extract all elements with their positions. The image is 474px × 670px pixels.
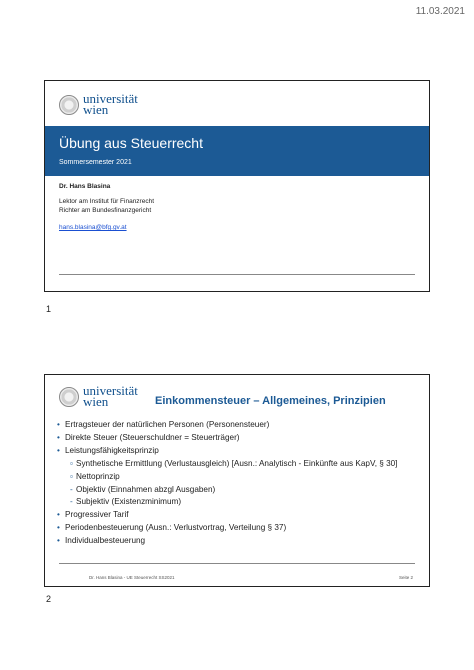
university-logo (59, 91, 138, 117)
logo-line-1: universität (83, 91, 138, 106)
bullet-item (57, 445, 421, 458)
bullet-item (57, 471, 421, 484)
university-seal-icon (59, 387, 79, 407)
bullet-text: Individualbesteuerung (65, 536, 146, 546)
bullet-text: Synthetische Ermittlung (Verlustausgleich) [Ausn.: Analytisch - Einkünfte aus KapV, § 30] (76, 458, 398, 468)
bullet-text: Subjektiv (Existenzminimum) (76, 497, 182, 507)
bullet-item (57, 432, 421, 445)
slide-title: Übung aus Steuerrecht (59, 135, 203, 151)
author-name: Dr. Hans Blasina (59, 183, 111, 190)
bullet-item (57, 535, 421, 548)
bullet-marker: ▫ (70, 471, 73, 481)
bullet-text: Leistungsfähigkeitsprinzip (65, 445, 159, 455)
bullet-item (57, 419, 421, 432)
page-date: 11.03.2021 (415, 6, 465, 17)
bullet-marker: ▫ (70, 458, 73, 468)
logo-wordmark (83, 383, 138, 409)
slide-1 (44, 80, 430, 292)
slide-number-2: 2 (46, 594, 52, 604)
author-role-2: Richter am Bundesfinanzgericht (59, 207, 152, 214)
slide-footer-left: Dr. Hans Blasina - UE Steuerrecht SS2021 (89, 575, 175, 580)
bullet-marker: • (57, 510, 60, 520)
bullet-text: Objektiv (Einnahmen abzgl Ausgaben) (76, 484, 216, 494)
bullet-marker: - (70, 497, 73, 507)
divider (59, 563, 415, 564)
logo-line-1: universität (83, 383, 138, 398)
slide-2 (44, 374, 430, 587)
university-seal-icon (59, 95, 79, 115)
bullet-text: Ertragsteuer der natürlichen Personen (Personensteuer) (65, 420, 270, 429)
logo-line-2: wien (83, 393, 109, 409)
bullet-item (57, 496, 421, 509)
logo-line-2: wien (83, 101, 109, 117)
bullet-marker: • (57, 445, 60, 455)
bullet-text: Progressiver Tarif (65, 510, 129, 520)
bullet-marker: • (57, 536, 60, 546)
bullet-text: Nettoprinzip (76, 471, 120, 481)
slide-number-1: 1 (46, 304, 52, 314)
bullet-list (57, 419, 421, 548)
bullet-item (57, 509, 421, 522)
author-role-1: Lektor am Institut für Finanzrecht (59, 198, 155, 205)
title-band (45, 126, 429, 176)
logo-wordmark (83, 91, 138, 117)
bullet-item (57, 522, 421, 535)
bullet-marker: - (70, 484, 73, 494)
university-logo (59, 383, 138, 409)
bullet-text: Direkte Steuer (Steuerschuldner = Steuerträger) (65, 432, 240, 442)
divider (59, 274, 415, 275)
bullet-marker: • (57, 523, 60, 533)
author-email-link[interactable]: hans.blasina@bfg.gv.at (59, 224, 127, 231)
slide-title: Einkommensteuer – Allgemeines, Prinzipien (155, 395, 386, 407)
bullet-item (57, 458, 421, 471)
slide-subtitle: Sommersemester 2021 (59, 159, 132, 166)
bullet-marker: • (57, 420, 60, 429)
slide-footer-right: Seite 2 (398, 575, 413, 580)
bullet-text: Periodenbesteuerung (Ausn.: Verlustvortrag, Verteilung § 37) (65, 523, 287, 533)
bullet-item (57, 484, 421, 497)
bullet-marker: • (57, 432, 60, 442)
